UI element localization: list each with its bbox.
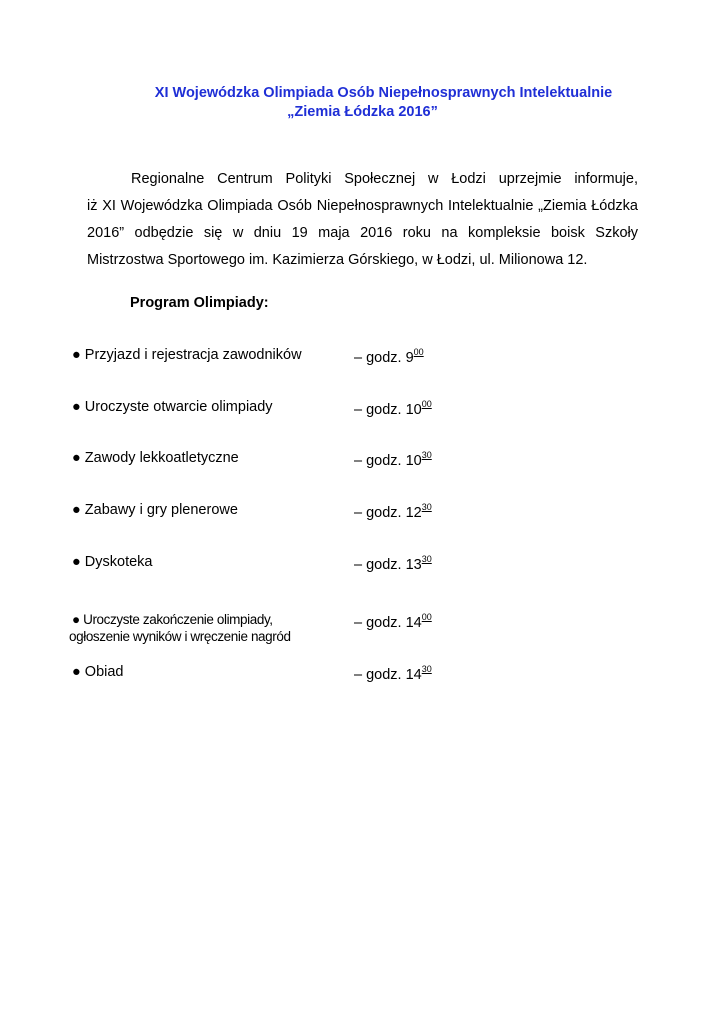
intro-line: 2016” odbędzie się w dniu 19 maja 2016 roku na kompleksie boisk Szkoły — [87, 225, 638, 241]
intro-line: iż XI Wojewódzka Olimpiada Osób Niepełnosprawnych Intelektualnie „Ziemia Łódzka — [87, 198, 638, 214]
program-item-label: ● Zabawy i gry plenerowe — [72, 502, 238, 518]
document-title-line1: XI Wojewódzka Olimpiada Osób Niepełnosprawnych Intelektualnie — [154, 85, 613, 101]
program-item-time: – godz. $14^{00}$ — [354, 612, 432, 631]
intro-line: Regionalne Centrum Polityki Społecznej w Łodzi uprzejmie informuje, — [131, 171, 638, 187]
program-item-label: ● Obiad — [72, 664, 124, 680]
program-item-time: – godz. $9^{00}$ — [354, 347, 424, 366]
document-title-line2: „Ziemia Łódzka 2016” — [287, 104, 438, 120]
program-item-label: ● Uroczyste otwarcie olimpiady — [72, 399, 273, 415]
program-item-label: ● Uroczyste zakończenie olimpiady, — [72, 612, 273, 627]
intro-paragraph — [87, 166, 638, 274]
program-item-label-continued: ogłoszenie wyników i wręczenie nagród — [69, 629, 291, 644]
intro-line: Mistrzostwa Sportowego im. Kazimierza Górskiego, w Łodzi, ul. Milionowa 12. — [87, 252, 588, 268]
program-item-label: ● Przyjazd i rejestracja zawodników — [72, 347, 302, 363]
program-item-label: ● Zawody lekkoatletyczne — [72, 450, 239, 466]
program-item-label: ● Dyskoteka — [72, 554, 153, 570]
program-item-time: – godz. $12^{30}$ — [354, 502, 432, 521]
program-item-time: – godz. $10^{00}$ — [354, 399, 432, 418]
program-heading: Program Olimpiady: — [130, 295, 269, 311]
program-item-time: – godz. $14^{30}$ — [354, 664, 432, 683]
program-item-time: – godz. $13^{30}$ — [354, 554, 432, 573]
program-item-time: – godz. $10^{30}$ — [354, 450, 432, 469]
